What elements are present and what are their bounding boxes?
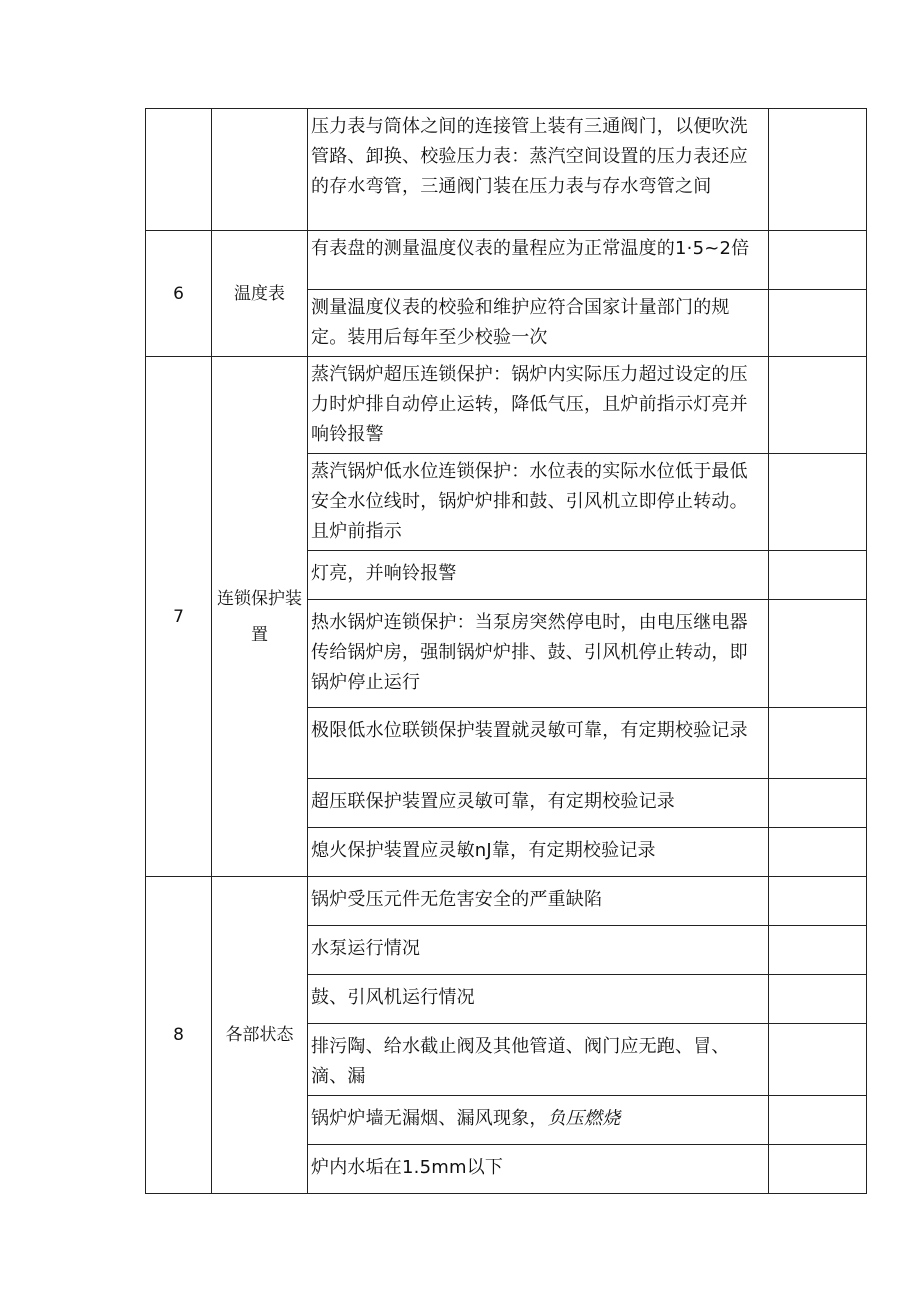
requirement-cell: 灯亮，并响铃报警 <box>308 551 769 600</box>
requirement-cell: 极限低水位联锁保护装置就灵敏可靠，有定期校验记录 <box>308 708 769 779</box>
result-cell <box>769 357 867 454</box>
result-cell <box>769 109 867 231</box>
result-cell <box>769 828 867 877</box>
requirement-cell: 热水锅炉连锁保护：当泵房突然停电时，由电压继电器传给锅炉房，强制锅炉炉排、鼓、引风机停止转动，即锅炉停止运行 <box>308 600 769 708</box>
number-cell: 8 <box>146 877 212 1194</box>
requirement-cell: 蒸汽锅炉超压连锁保护：锅炉内实际压力超过设定的压力时炉排自动停止运转，降低气压，且炉前指示灯亮并响铃报警 <box>308 357 769 454</box>
requirement-cell <box>308 1096 769 1145</box>
item-cell: 温度表 <box>212 231 308 357</box>
requirement-cell: 熄火保护装置应灵敏nJ靠，有定期校验记录 <box>308 828 769 877</box>
inspection-table <box>145 108 867 1194</box>
result-cell <box>769 290 867 357</box>
result-cell <box>769 975 867 1024</box>
result-cell <box>769 1145 867 1194</box>
table-row <box>146 109 867 231</box>
requirement-cell: 鼓、引风机运行情况 <box>308 975 769 1024</box>
italic-note: 负压燃烧 <box>547 1108 621 1129</box>
item-cell: 连锁保护装置 <box>212 357 308 877</box>
number-cell: 7 <box>146 357 212 877</box>
result-cell <box>769 231 867 290</box>
requirement-cell: 排污陶、给水截止阀及其他管道、阀门应无跑、冒、滴、漏 <box>308 1024 769 1096</box>
requirement-cell: 水泵运行情况 <box>308 926 769 975</box>
table-row <box>146 357 867 454</box>
result-cell <box>769 600 867 708</box>
result-cell <box>769 1096 867 1145</box>
result-cell <box>769 551 867 600</box>
requirement-text: 锅炉炉墙无漏烟、漏风现象， <box>311 1108 548 1129</box>
requirement-cell: 超压联保护装置应灵敏可靠，有定期校验记录 <box>308 779 769 828</box>
table-row <box>146 231 867 290</box>
item-cell <box>212 109 308 231</box>
requirement-cell: 锅炉受压元件无危害安全的严重缺陷 <box>308 877 769 926</box>
number-cell <box>146 109 212 231</box>
requirement-cell: 蒸汽锅炉低水位连锁保护：水位表的实际水位低于最低安全水位线时，锅炉炉排和鼓、引风机立即停止转动。且炉前指示 <box>308 454 769 551</box>
requirement-cell: 压力表与筒体之间的连接管上装有三通阀门，以便吹洗管路、卸换、校验压力表：蒸汽空间设置的压力表还应的存水弯管，三通阀门装在压力表与存水弯管之间 <box>308 109 769 231</box>
result-cell <box>769 926 867 975</box>
requirement-cell: 测量温度仪表的校验和维护应符合国家计量部门的规定。装用后每年至少校验一次 <box>308 290 769 357</box>
table-row <box>146 877 867 926</box>
result-cell <box>769 454 867 551</box>
result-cell <box>769 877 867 926</box>
number-cell: 6 <box>146 231 212 357</box>
item-cell: 各部状态 <box>212 877 308 1194</box>
requirement-cell: 有表盘的测量温度仪表的量程应为正常温度的1·5~2倍 <box>308 231 769 290</box>
result-cell <box>769 1024 867 1096</box>
result-cell <box>769 708 867 779</box>
requirement-cell: 炉内水垢在1.5mm以下 <box>308 1145 769 1194</box>
result-cell <box>769 779 867 828</box>
